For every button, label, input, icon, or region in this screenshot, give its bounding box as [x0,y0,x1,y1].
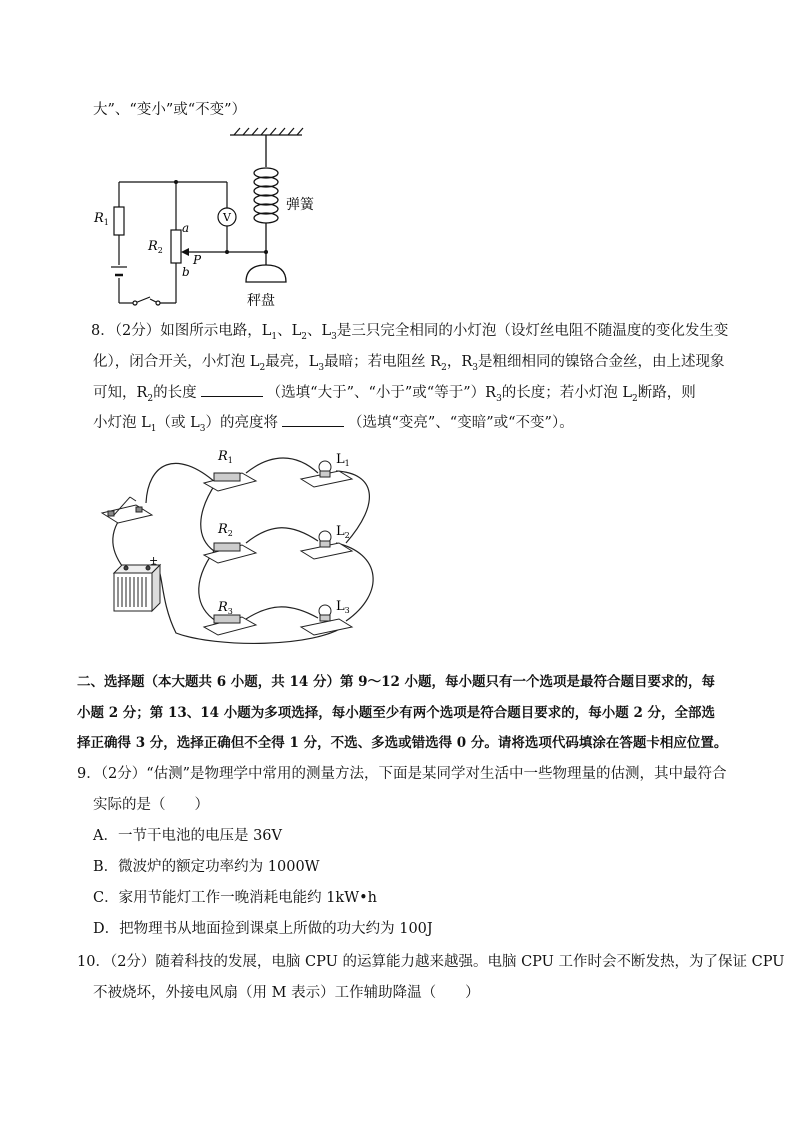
section-2-line-1: 二、选择题（本大题共 6 小题，共 14 分）第 9～12 小题，每小题只有一个选项是最符合题目要求的，每 [77,674,716,690]
answer-blank-2[interactable] [282,412,344,427]
fig2-l3-label: $L_3$ [336,599,350,615]
resistor-board-r1 [204,473,256,491]
r2-label: $R_2$ [148,239,163,255]
resistor-r2 [171,230,181,263]
scale-pan [246,265,286,282]
fig2-l1-label: $L_1$ [336,452,350,468]
question-10-line-2: 不被烧坏，外接电风扇（用 M 表示）工作辅助降温（ ） [93,985,480,1001]
question-7-tail: 大”、“变小”或“不变”） [93,102,247,118]
fig2-l2-label: $L_2$ [336,524,350,540]
fig2-r3-label: $R_3$ [218,600,233,616]
question-10-line-1: 10．（2分）随着科技的发展，电脑 CPU 的运算能力越来越强。电脑 CPU 工作时会不断发热，为了保证 CPU [77,954,785,970]
question-8-line-3: 可知，$R_2$的长度 （选填“大于”、“小于”或“等于$”)R_3$的长度；若小灯泡 $L_2$断路，则 [93,382,696,409]
battery [111,267,127,275]
b-label: b [182,265,190,279]
fig2-r1-label: $R_1$ [218,449,233,465]
pan-label: 秤盘 [247,293,275,309]
circuit-wires [119,182,266,303]
section-2-line-2: 小题 2 分；第 13、14 小题为多项选择，每小题至少有两个选项是符合题目要求的，每小题 2 分，全部选 [77,705,716,721]
knife-switch [102,497,152,523]
a-label: a [182,221,190,235]
slider-arrow [181,248,189,256]
spring-label: 弹簧 [286,197,314,213]
option-c[interactable]: C．家用节能灯工作一晚消耗电能约 1kW•h [93,890,378,906]
switch [133,297,160,305]
option-d[interactable]: D．把物理书从地面捡到课桌上所做的功大约为 100J [93,921,433,937]
resistor-board-r2 [204,543,256,563]
section-2-line-3: 择正确得 3 分，选择正确但不全得 1 分，不选、多选或错选得 0 分。请将选项代码填涂在答题卡相应位置。 [77,735,728,751]
spring [254,135,278,265]
question-8-line-1: 8．（2分）如图所示电路，$L_1$、$L_2$、$L_3$是三只完全相同的小灯泡（设灯丝电阻不随温度的变化发生变 [91,323,729,342]
option-b[interactable]: B．微波炉的额定功率约为 1000W [93,859,320,875]
battery-plus-label: + [149,554,159,567]
ceiling-hatch [230,128,303,135]
battery-box [114,565,160,611]
spring-scale-circuit-figure [90,125,340,315]
question-8-line-4: 小灯泡 $L_1$（或 $L_3$）的亮度将 （选填“变亮”、“变暗”或“不变”）。 [93,412,574,439]
answer-blank-1[interactable] [201,382,263,397]
resistor-r1 [114,207,124,235]
p-label: P [193,253,202,267]
question-9-line-2: 实际的是（ ） [93,797,209,813]
question-9-line-1: 9．（2分）“估测”是物理学中常用的测量方法，下面是某同学对生活中一些物理量的估测，其中最符合 [77,766,727,782]
question-8-line-2: 化），闭合开关，小灯泡 $L_2$最亮，$L_3$最暗；若电阻丝 $R_2$，$R_3$是粗细相同的镍铬合金丝，由上述现象 [93,354,725,373]
r1-label: $R_1$ [94,211,109,227]
three-lamp-circuit-figure [96,443,396,653]
option-a[interactable]: A．一节干电池的电压是 36V [93,828,283,844]
fig2-r2-label: $R_2$ [218,522,233,538]
voltmeter-label: V [223,211,231,224]
